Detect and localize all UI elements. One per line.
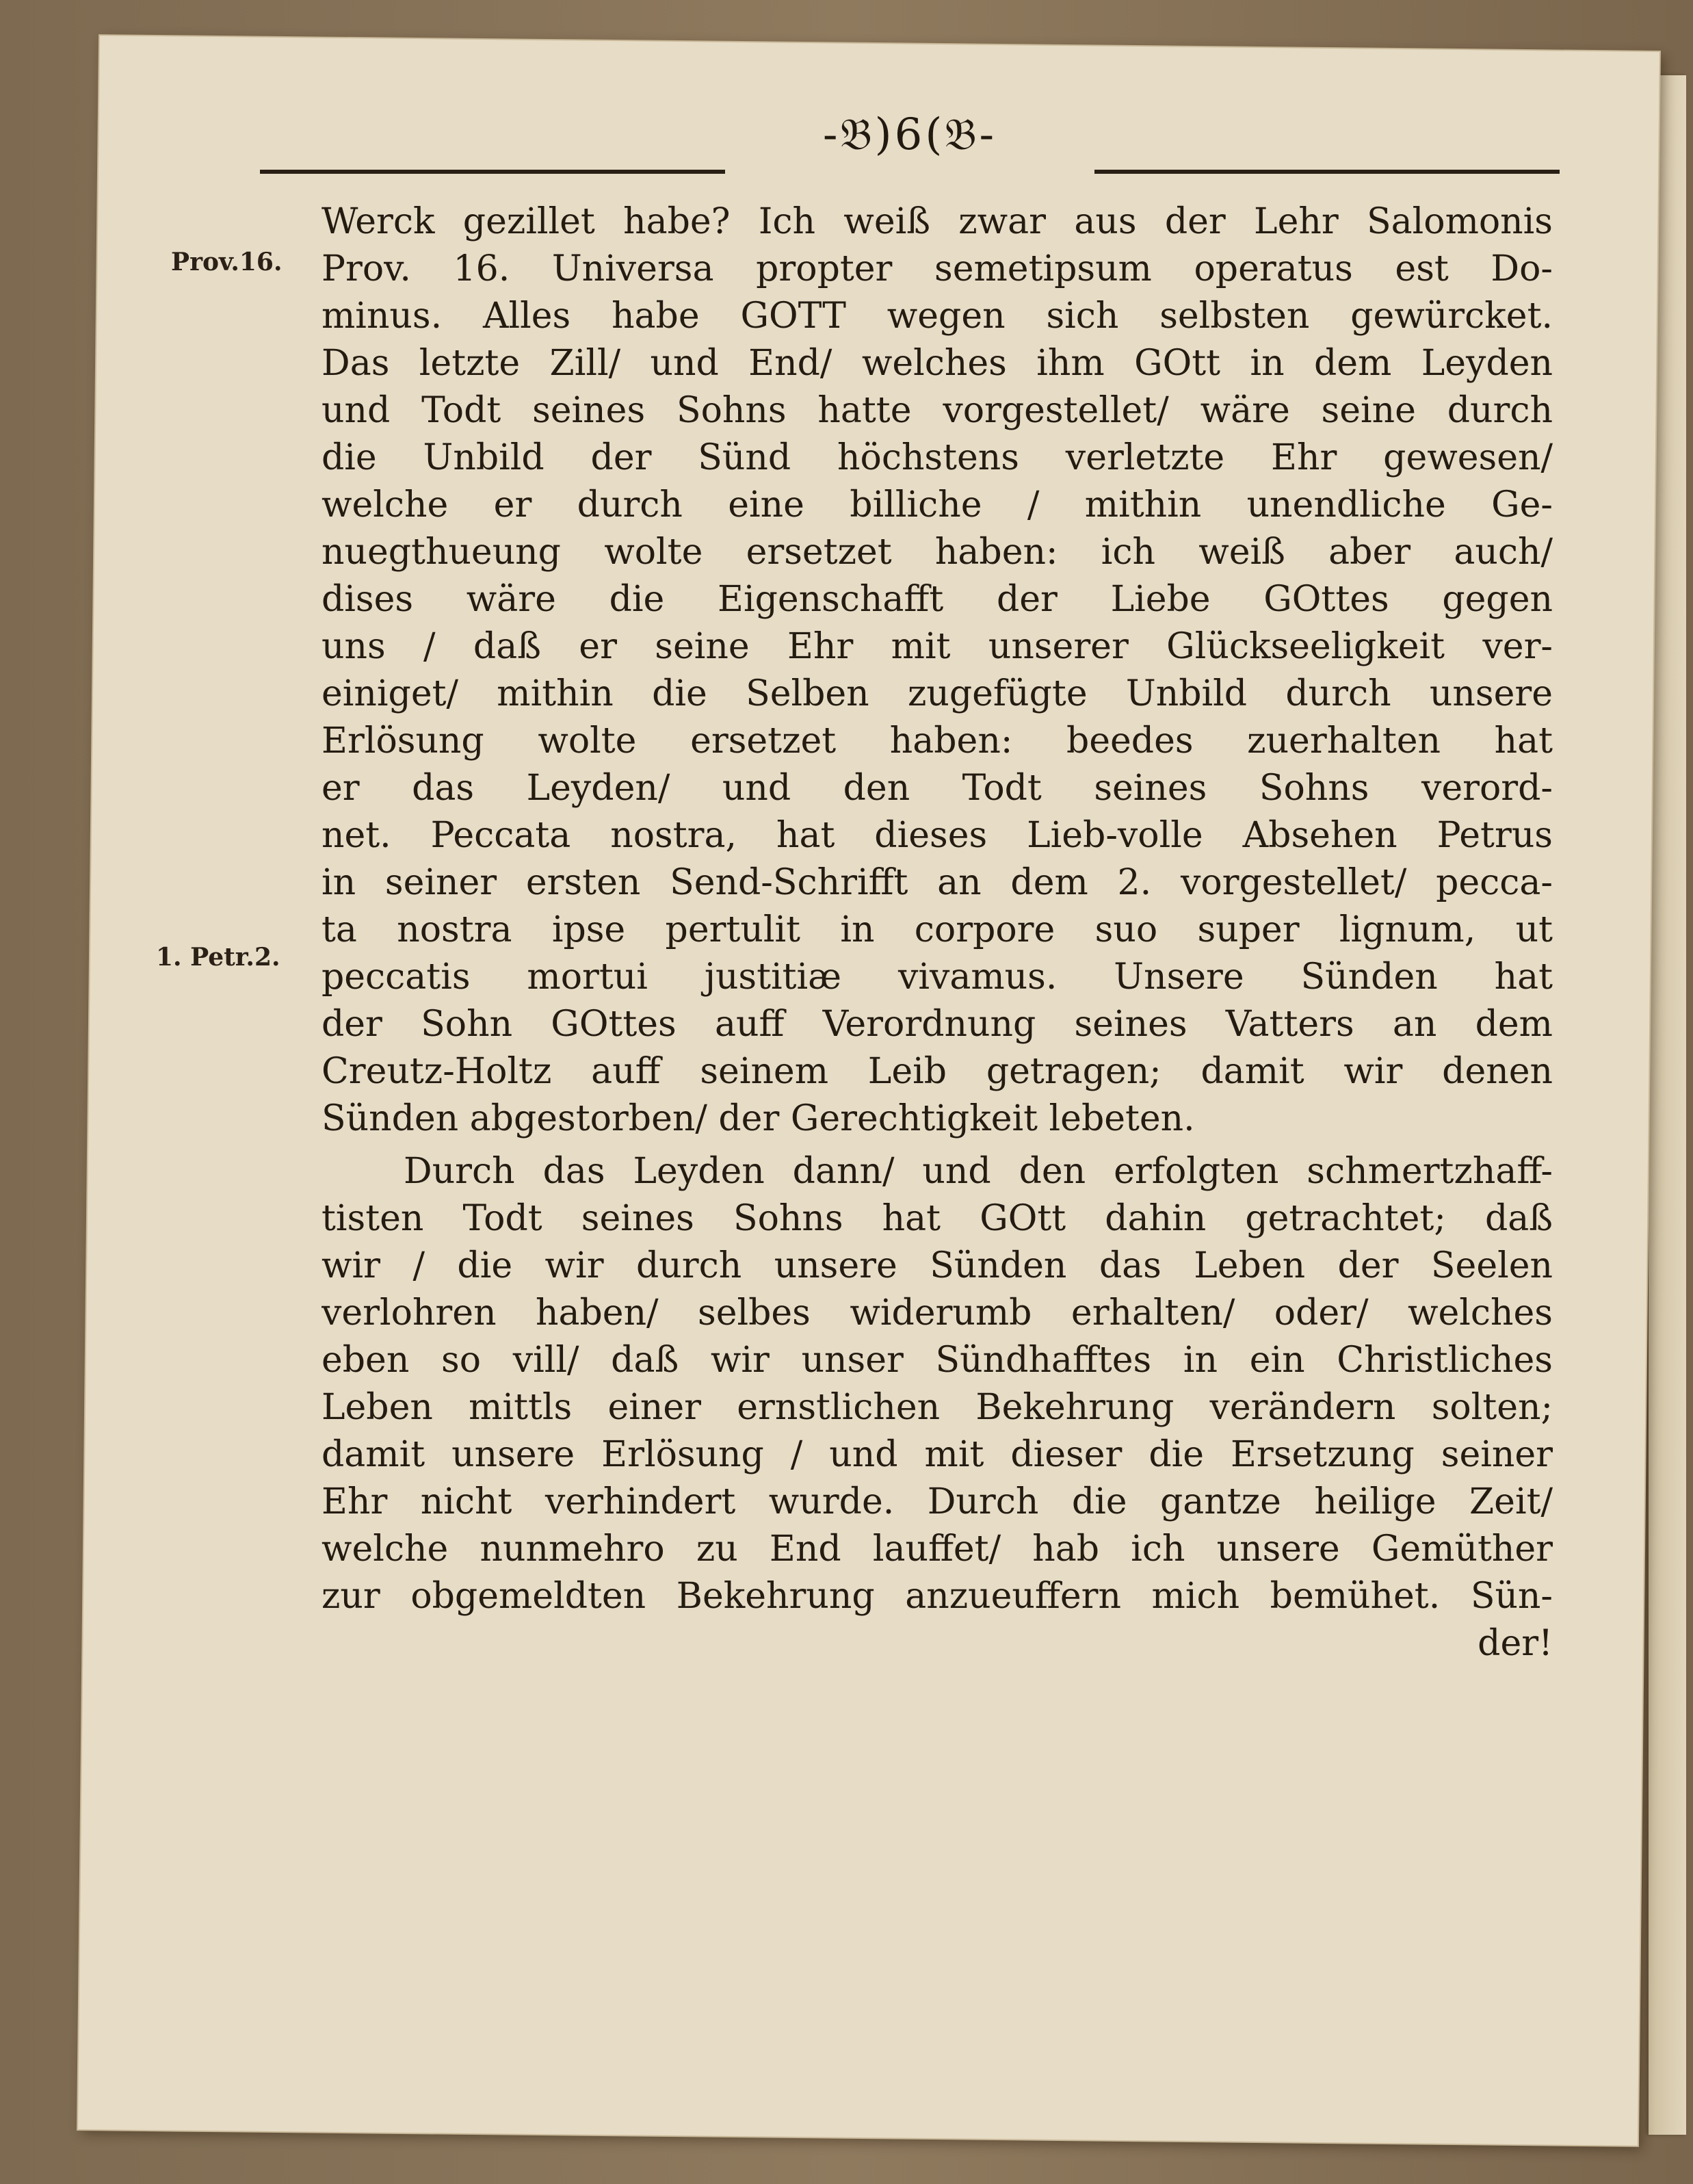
text-line: einiget/ mithin die Selben zugefügte Unbild durch unsere bbox=[321, 673, 1553, 714]
paragraph-2 bbox=[321, 1148, 1553, 1620]
text-line: nuegthueung wolte ersetzet haben: ich weiß aber auch/ bbox=[321, 532, 1553, 573]
text-line: in seiner ersten Send-Schrifft an dem 2. vorgestellet/ pecca- bbox=[321, 862, 1553, 903]
text-line: Durch das Leyden dann/ und den erfolgten schmertzhaff- bbox=[404, 1151, 1553, 1192]
text-line: Prov. 16. Universa propter semetipsum operatus est Do- bbox=[321, 248, 1553, 289]
text-line: verlohren haben/ selbes widerumb erhalten/ oder/ welches bbox=[321, 1292, 1553, 1334]
text-line: minus. Alles habe GOTT wegen sich selbsten gewürcket. bbox=[321, 296, 1553, 337]
text-line: welche nunmehro zu End lauffet/ hab ich unsere Gemüther bbox=[321, 1529, 1553, 1570]
text-line: ta nostra ipse pertulit in corpore suo super lignum, ut bbox=[321, 909, 1553, 950]
margin-note-petr: 1. Petr.2. bbox=[156, 943, 280, 972]
text-line: peccatis mortui justitiæ vivamus. Unsere Sünden hat bbox=[321, 957, 1553, 998]
paragraph-gap bbox=[321, 1143, 1553, 1148]
text-line: Creutz-Holtz auff seinem Leib getragen; damit wir denen bbox=[321, 1051, 1553, 1092]
text-line: Leben mittls einer ernstlichen Bekehrung verändern solten; bbox=[321, 1387, 1553, 1428]
text-line: zur obgemeldten Bekehrung anzueuffern mich bemühet. Sün- bbox=[321, 1576, 1553, 1617]
body-text bbox=[321, 198, 1553, 1667]
text-line: er das Leyden/ und den Todt seines Sohns verord- bbox=[321, 768, 1553, 809]
text-line: Das letzte Zill/ und End/ welches ihm GOtt in dem Leyden bbox=[321, 343, 1553, 384]
text-line: eben so vill/ daß wir unser Sündhafftes in ein Christliches bbox=[321, 1340, 1553, 1381]
margin-note-prov: Prov.16. bbox=[171, 248, 283, 276]
page-number: -𝔅)6(𝔅- bbox=[822, 109, 997, 160]
text-line: damit unsere Erlösung / und mit dieser die Ersetzung seiner bbox=[321, 1434, 1553, 1475]
text-line: Sünden abgestorben/ der Gerechtigkeit lebeten. bbox=[321, 1098, 1195, 1139]
text-line: uns / daß er seine Ehr mit unserer Glückseeligkeit ver- bbox=[321, 626, 1553, 667]
text-line: wir / die wir durch unsere Sünden das Leben der Seelen bbox=[321, 1245, 1553, 1286]
text-line: Erlösung wolte ersetzet haben: beedes zuerhalten hat bbox=[321, 720, 1553, 762]
catchword: der! bbox=[1478, 1623, 1553, 1664]
text-line: und Todt seines Sohns hatte vorgestellet/ wäre seine durch bbox=[321, 390, 1553, 431]
text-line: welche er durch eine billiche / mithin unendliche Ge- bbox=[321, 484, 1553, 525]
text-line: dises wäre die Eigenschafft der Liebe GOttes gegen bbox=[321, 579, 1553, 620]
paragraph-1 bbox=[321, 198, 1553, 1143]
text-line: Ehr nicht verhindert wurde. Durch die gantze heilige Zeit/ bbox=[321, 1481, 1553, 1522]
text-line: der Sohn GOttes auff Verordnung seines Vatters an dem bbox=[321, 1004, 1553, 1045]
page-header bbox=[260, 109, 1560, 185]
text-line: die Unbild der Sünd höchstens verletzte Ehr gewesen/ bbox=[321, 437, 1553, 478]
text-line: net. Peccata nostra, hat dieses Lieb-volle Absehen Petrus bbox=[321, 815, 1553, 856]
header-rule-left bbox=[260, 170, 725, 174]
text-line: tisten Todt seines Sohns hat GOtt dahin getrachtet; daß bbox=[321, 1198, 1553, 1239]
header-rule-right bbox=[1094, 170, 1560, 174]
text-line: Werck gezillet habe? Ich weiß zwar aus der Lehr Salomonis bbox=[321, 201, 1553, 242]
